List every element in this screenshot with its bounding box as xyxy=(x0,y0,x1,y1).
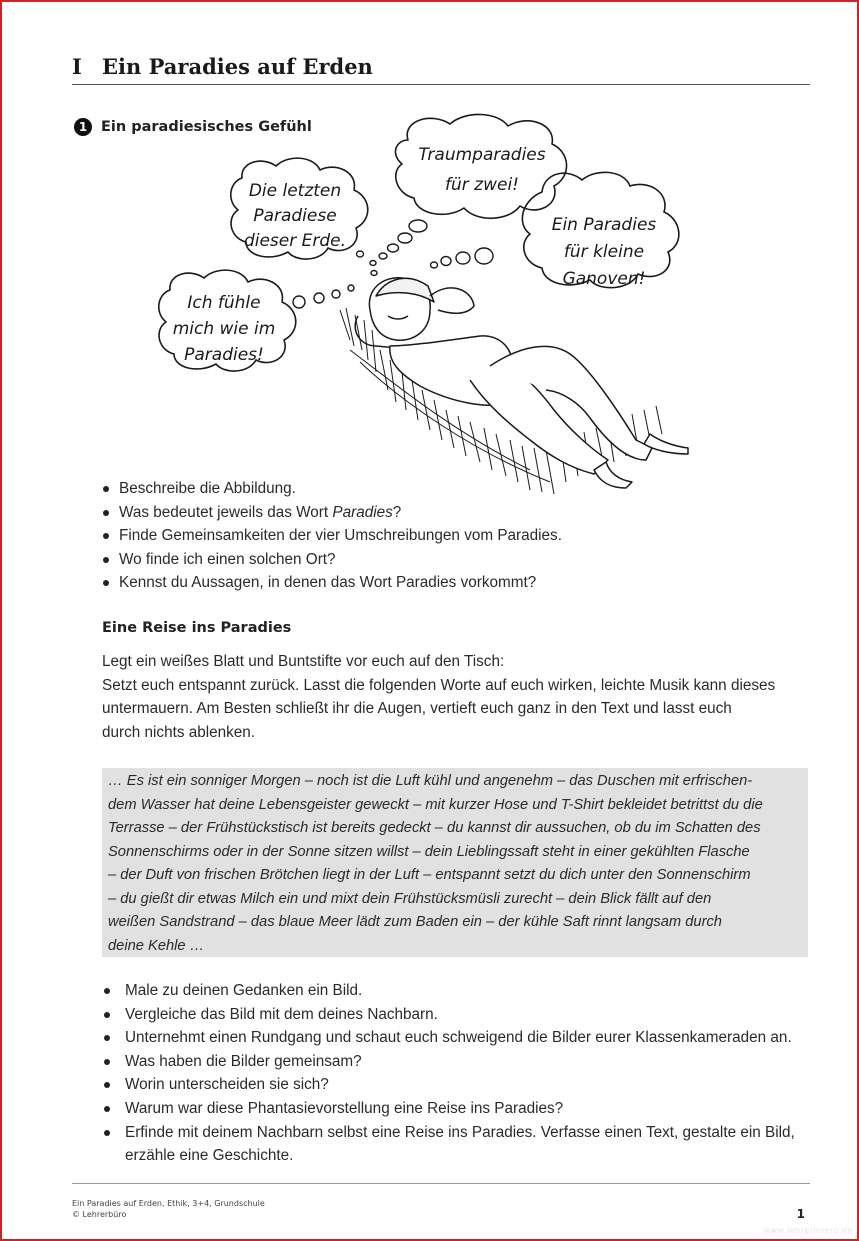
intro-line: untermauern. Am Besten schließt ihr die Augen, vertieft euch ganz in den Text und lasst euch xyxy=(102,700,732,717)
header-rule xyxy=(72,84,810,85)
footer-line: Ein Paradies auf Erden, Ethik, 3+4, Grundschule xyxy=(72,1199,265,1208)
list-item: Unternehmt einen Rundgang und schaut euch schweigend die Bilder eurer Klassenkameraden an. xyxy=(125,1026,815,1050)
list-item: Finde Gemeinsamkeiten der vier Umschreibungen vom Paradies. xyxy=(119,524,799,548)
chapter-number: I xyxy=(72,54,82,79)
list-item: Worin unterscheiden sie sich? xyxy=(125,1073,815,1097)
bubble-ganoven-text: Ein Paradies für kleine Ganoven! xyxy=(551,215,657,289)
list-item: Was haben die Bilder gemeinsam? xyxy=(125,1050,815,1074)
footer-text xyxy=(72,1199,265,1220)
quote-box xyxy=(102,768,808,957)
subheading: Eine Reise ins Paradies xyxy=(102,620,292,636)
section-number-badge: 1 xyxy=(74,118,92,136)
quote-line: … Es ist ein sonniger Morgen – noch ist die Luft kühl und angenehm – das Duschen mit erfrischen- xyxy=(108,773,753,789)
page-number: 1 xyxy=(796,1207,805,1221)
emphasized-word: Paradies xyxy=(332,503,393,521)
quote-line: deine Kehle … xyxy=(108,937,205,954)
task-list-1 xyxy=(119,477,799,595)
intro-paragraph xyxy=(102,650,812,744)
bubble-traumparadies-outline xyxy=(395,114,566,218)
bubble-fuehle-text: Ich fühle mich wie im Paradies! xyxy=(172,293,276,365)
list-item: Erfinde mit deinem Nachbarn selbst eine Reise ins Paradies. Verfasse einen Text, gestalte ein Bild, erzähle eine Geschichte. xyxy=(125,1121,815,1168)
illustration xyxy=(150,110,720,505)
task-list-2 xyxy=(125,979,815,1168)
quote-line: – du gießt dir etwas Milch ein und mixt dein Frühstücksmüsli zurecht – dein Blick fällt auf den xyxy=(108,890,712,907)
intro-line: durch nichts ablenken. xyxy=(102,723,256,741)
quote-line: – der Duft von frischen Brötchen liegt in der Luft – entspannt setzt du dich unter den Sonnenschirm xyxy=(108,867,751,883)
list-item: Beschreibe die Abbildung. xyxy=(119,477,799,501)
footer-rule xyxy=(72,1183,810,1184)
quote-line: weißen Sandstrand – das blaue Meer lädt zum Baden ein – der kühle Saft rinnt langsam durch xyxy=(108,914,722,930)
list-item: Was bedeutet jeweils das Wort Paradies? xyxy=(119,501,799,525)
chapter-title-text: Ein Paradies auf Erden xyxy=(102,54,373,79)
quote-line: Terrasse – der Frühstückstisch ist bereits gedeckt – du kannst dir aussuchen, ob du im Schatten des xyxy=(108,820,761,836)
quote-line: Sonnenschirms oder in der Sonne sitzen willst – dein Lieblingssaft steht in einer gekühlten Flasche xyxy=(108,843,750,860)
illustration-svg xyxy=(150,110,720,505)
chapter-title xyxy=(72,54,373,79)
watermark: www.lehrerbuero.de xyxy=(763,1226,853,1235)
bubble-traumparadies-text: Traumparadies für zwei! xyxy=(418,145,546,195)
footer-line: © Lehrerbüro xyxy=(72,1209,127,1219)
quote-line: dem Wasser hat deine Lebensgeister geweckt – mit kurzer Hose und T-Shirt bekleidet betrittst du die xyxy=(108,796,763,813)
person-drawing xyxy=(355,278,688,488)
section-title: Ein paradiesisches Gefühl xyxy=(101,119,312,135)
bubble-paradiese-text: Die letzten Paradiese dieser Erde. xyxy=(243,181,347,251)
intro-line: Legt ein weißes Blatt und Buntstifte vor euch auf den Tisch: xyxy=(102,653,505,670)
list-item: Vergleiche das Bild mit dem deines Nachbarn. xyxy=(125,1003,815,1027)
list-item: Wo finde ich einen solchen Ort? xyxy=(119,548,799,572)
intro-line: Setzt euch entspannt zurück. Lasst die folgenden Worte auf euch wirken, leichte Musik kann dieses xyxy=(102,676,776,694)
list-item: Warum war diese Phantasievorstellung eine Reise ins Paradies? xyxy=(125,1097,815,1121)
list-item: Kennst du Aussagen, in denen das Wort Paradies vorkommt? xyxy=(119,571,799,595)
list-item: Male zu deinen Gedanken ein Bild. xyxy=(125,979,815,1003)
